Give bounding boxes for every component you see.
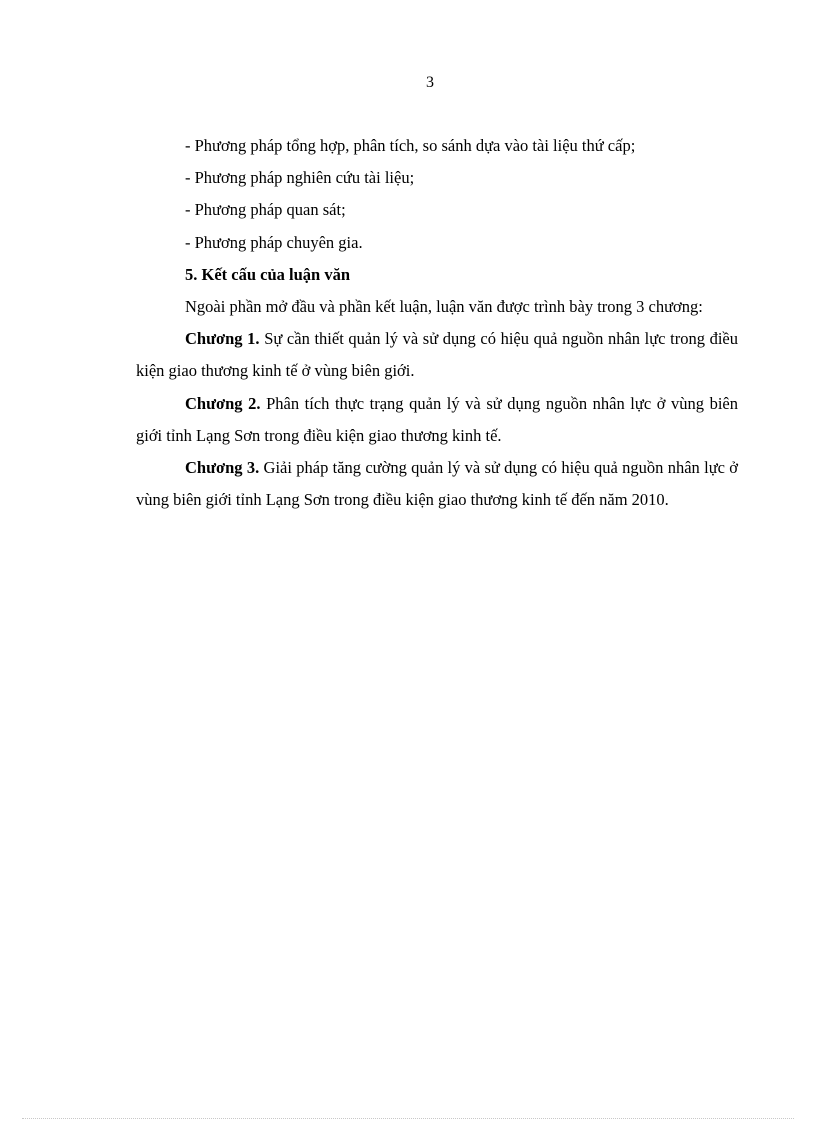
chapter-1-text: Sự cần thiết quản lý và sử dụng có hiệu quả nguồn nhân lực trong điều kiện giao thương kinh tế ở vùng biên giới. <box>136 329 738 381</box>
method-item-2: - Phương pháp nghiên cứu tài liệu; <box>185 168 415 188</box>
chapter-2-paragraph <box>136 388 738 452</box>
method-item-3: - Phương pháp quan sát; <box>185 200 346 220</box>
method-item-4: - Phương pháp chuyên gia. <box>185 232 363 252</box>
page-number: 3 <box>426 74 434 91</box>
document-body <box>136 130 738 516</box>
chapter-3-paragraph <box>136 452 738 516</box>
chapter-1-paragraph <box>136 323 738 387</box>
chapter-2-text: Phân tích thực trạng quản lý và sử dụng nguồn nhân lực ở vùng biên giới tỉnh Lạng Sơn trong điều kiện giao thương kinh tế. <box>136 393 738 445</box>
chapter-1-label: Chương 1. <box>185 329 260 349</box>
section-intro: Ngoài phần mở đầu và phần kết luận, luận văn được trình bày trong 3 chương: <box>185 297 703 317</box>
page-bottom-divider <box>22 1118 794 1119</box>
method-item-1: - Phương pháp tổng hợp, phân tích, so sánh dựa vào tài liệu thứ cấp; <box>185 136 636 155</box>
chapter-2-label: Chương 2. <box>185 393 261 413</box>
chapter-3-label: Chương 3. <box>185 458 260 478</box>
section-heading: 5. Kết cấu của luận văn <box>185 264 351 284</box>
chapter-3-text: Giải pháp tăng cường quản lý và sử dụng có hiệu quả nguồn nhân lực ở vùng biên giới tỉnh Lạng Sơn trong điều kiện giao thương kinh tế đến năm 2010. <box>136 458 738 510</box>
